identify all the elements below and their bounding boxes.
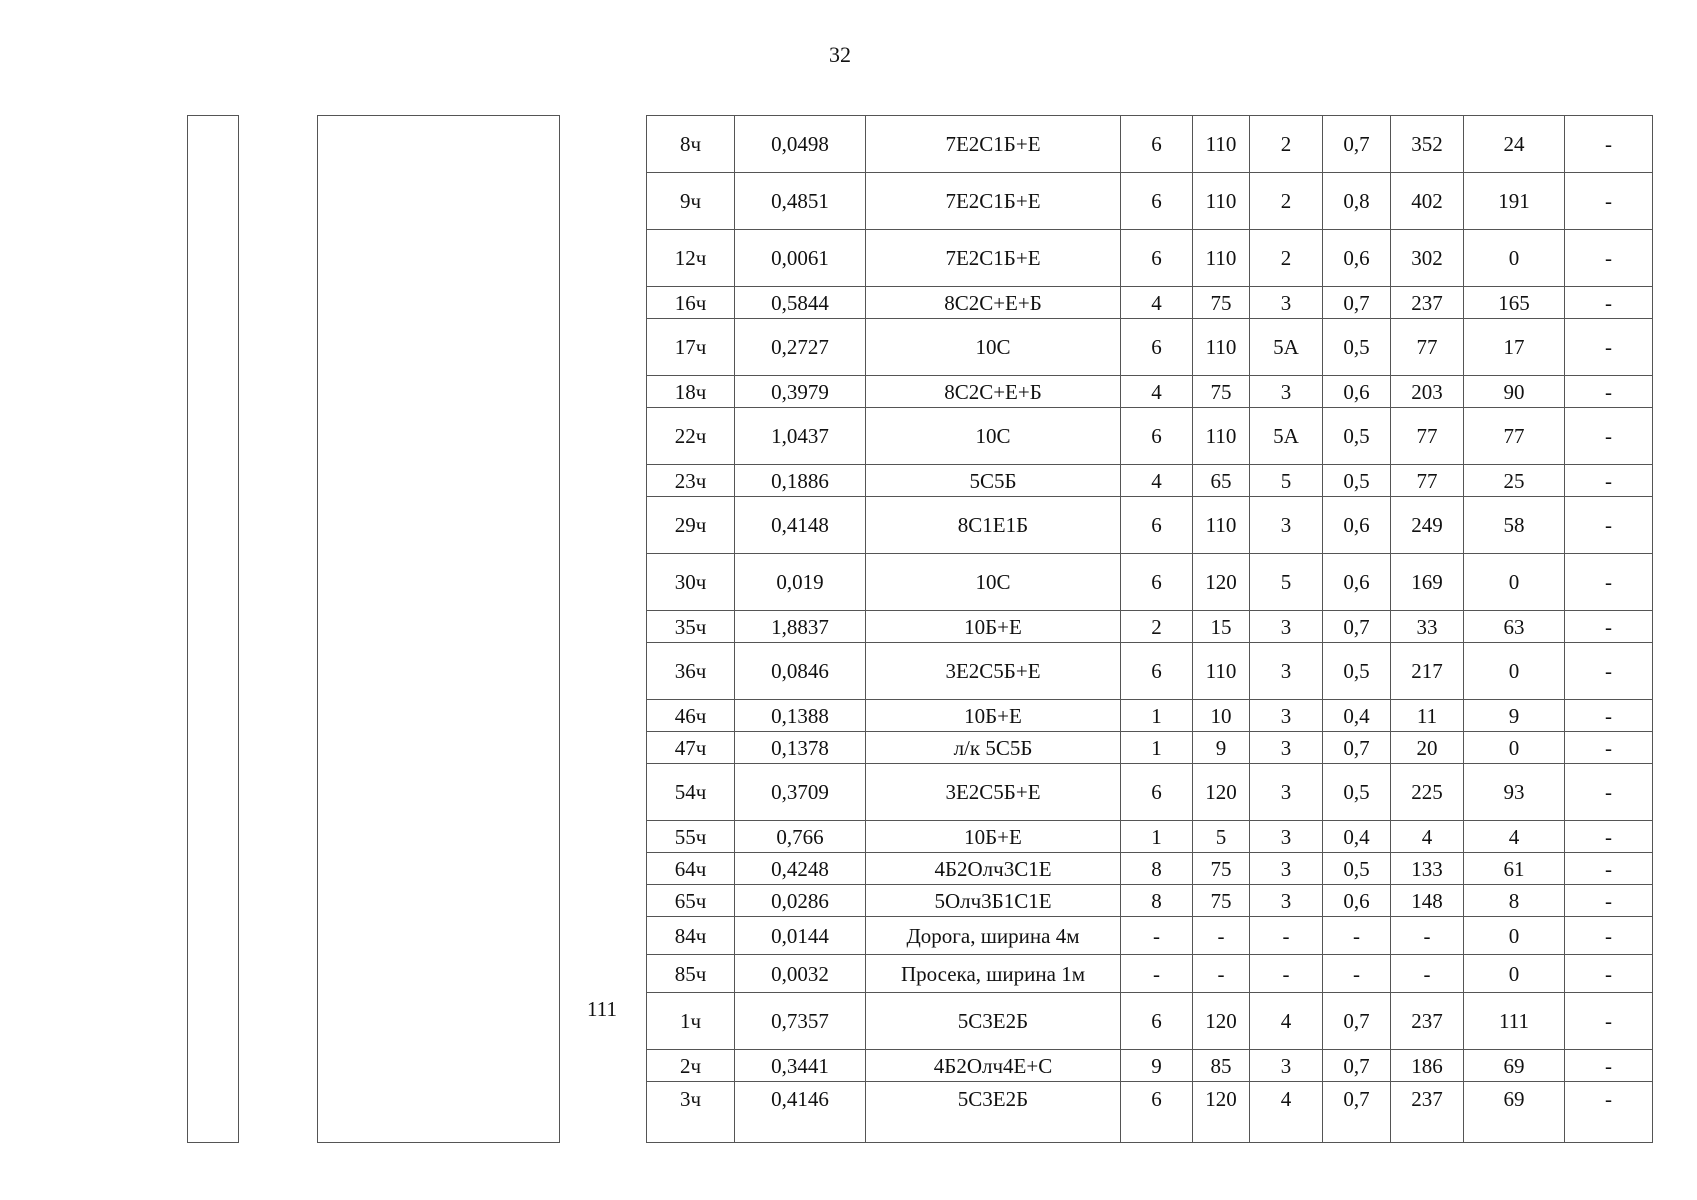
plot-cell: 46ч [647,700,735,732]
table-row [647,554,1653,611]
stock-cell: - [1391,955,1464,993]
note-cell: - [1565,732,1653,764]
class-cell: 6 [1121,408,1193,465]
density-cell: 0,8 [1323,173,1391,230]
plot-cell: 1ч [647,993,735,1050]
stock-cell: 133 [1391,853,1464,885]
table-row [647,885,1653,917]
age-cell: 110 [1193,116,1250,173]
age-cell: 110 [1193,643,1250,700]
density-cell: - [1323,955,1391,993]
total-stock-cell: 8 [1464,885,1565,917]
note-cell: - [1565,1050,1653,1082]
bonitet-cell: 5А [1250,319,1323,376]
total-stock-cell: 69 [1464,1050,1565,1082]
total-stock-cell: 77 [1464,408,1565,465]
composition-cell: 10Б+Е [866,821,1121,853]
area-cell: 0,1378 [735,732,866,764]
stock-cell: 237 [1391,993,1464,1050]
total-stock-cell: 90 [1464,376,1565,408]
area-cell: 0,0286 [735,885,866,917]
table-row [647,611,1653,643]
total-stock-cell: 191 [1464,173,1565,230]
class-cell: 6 [1121,497,1193,554]
stock-cell: 249 [1391,497,1464,554]
plot-cell: 29ч [647,497,735,554]
density-cell: 0,5 [1323,319,1391,376]
stock-cell: 169 [1391,554,1464,611]
plot-cell: 23ч [647,465,735,497]
composition-cell: 7Е2С1Б+Е [866,173,1121,230]
stock-cell: 33 [1391,611,1464,643]
density-cell: 0,6 [1323,885,1391,917]
note-cell: - [1565,955,1653,993]
age-cell: 110 [1193,173,1250,230]
total-stock-cell: 69 [1464,1082,1565,1143]
age-cell: 120 [1193,554,1250,611]
area-cell: 0,7357 [735,993,866,1050]
bonitet-cell: 2 [1250,116,1323,173]
age-cell: 75 [1193,376,1250,408]
class-cell: 8 [1121,885,1193,917]
bonitet-cell: 5 [1250,554,1323,611]
class-cell: 6 [1121,173,1193,230]
total-stock-cell: 63 [1464,611,1565,643]
total-stock-cell: 165 [1464,287,1565,319]
area-cell: 1,8837 [735,611,866,643]
stock-cell: 302 [1391,230,1464,287]
total-stock-cell: 0 [1464,554,1565,611]
bonitet-cell: 4 [1250,993,1323,1050]
stock-cell: 225 [1391,764,1464,821]
note-cell: - [1565,853,1653,885]
area-cell: 0,0061 [735,230,866,287]
density-cell: - [1323,917,1391,955]
note-cell: - [1565,917,1653,955]
note-cell: - [1565,885,1653,917]
plot-cell: 36ч [647,643,735,700]
bonitet-cell: 4 [1250,1082,1323,1143]
area-cell: 0,019 [735,554,866,611]
total-stock-cell: 25 [1464,465,1565,497]
composition-cell: 10С [866,408,1121,465]
plot-cell: 9ч [647,173,735,230]
table-row [647,376,1653,408]
class-cell: - [1121,917,1193,955]
table-row [647,955,1653,993]
area-cell: 0,3709 [735,764,866,821]
plot-cell: 2ч [647,1050,735,1082]
stock-cell: 11 [1391,700,1464,732]
composition-cell: 10С [866,554,1121,611]
area-cell: 0,1886 [735,465,866,497]
area-cell: 0,766 [735,821,866,853]
plot-cell: 47ч [647,732,735,764]
density-cell: 0,6 [1323,497,1391,554]
class-cell: 4 [1121,465,1193,497]
stock-cell: 237 [1391,287,1464,319]
empty-column-box [317,115,560,1143]
class-cell: 1 [1121,700,1193,732]
density-cell: 0,4 [1323,821,1391,853]
age-cell: 75 [1193,885,1250,917]
bonitet-cell: 3 [1250,732,1323,764]
total-stock-cell: 0 [1464,230,1565,287]
density-cell: 0,6 [1323,554,1391,611]
age-cell: 65 [1193,465,1250,497]
table-row [647,173,1653,230]
age-cell: 5 [1193,821,1250,853]
composition-cell: 5С3Е2Б [866,1082,1121,1143]
bonitet-cell: 2 [1250,173,1323,230]
table-row [647,465,1653,497]
class-cell: - [1121,955,1193,993]
stock-cell: 352 [1391,116,1464,173]
composition-cell: 5С5Б [866,465,1121,497]
class-cell: 6 [1121,643,1193,700]
stock-cell: 203 [1391,376,1464,408]
table-row [647,993,1653,1050]
total-stock-cell: 0 [1464,732,1565,764]
area-cell: 0,2727 [735,319,866,376]
note-cell: - [1565,319,1653,376]
stock-cell: 237 [1391,1082,1464,1143]
density-cell: 0,6 [1323,376,1391,408]
area-cell: 1,0437 [735,408,866,465]
area-cell: 0,0032 [735,955,866,993]
age-cell: - [1193,955,1250,993]
area-cell: 0,4148 [735,497,866,554]
bonitet-cell: 5А [1250,408,1323,465]
plot-cell: 17ч [647,319,735,376]
density-cell: 0,6 [1323,230,1391,287]
class-cell: 6 [1121,319,1193,376]
plot-cell: 30ч [647,554,735,611]
table-row [647,116,1653,173]
age-cell: 120 [1193,1082,1250,1143]
area-cell: 0,4146 [735,1082,866,1143]
note-cell: - [1565,376,1653,408]
bonitet-cell: 3 [1250,1050,1323,1082]
class-cell: 6 [1121,554,1193,611]
composition-cell: 5Олч3Б1С1Е [866,885,1121,917]
class-cell: 6 [1121,230,1193,287]
note-cell: - [1565,116,1653,173]
composition-cell: 10Б+Е [866,611,1121,643]
total-stock-cell: 0 [1464,643,1565,700]
plot-cell: 85ч [647,955,735,993]
density-cell: 0,7 [1323,993,1391,1050]
table-row [647,497,1653,554]
bonitet-cell: 3 [1250,376,1323,408]
note-cell: - [1565,173,1653,230]
bonitet-cell: 3 [1250,700,1323,732]
class-cell: 1 [1121,732,1193,764]
age-cell: 110 [1193,497,1250,554]
note-cell: - [1565,993,1653,1050]
stock-cell: 402 [1391,173,1464,230]
bonitet-cell: 3 [1250,885,1323,917]
plot-cell: 16ч [647,287,735,319]
class-cell: 6 [1121,993,1193,1050]
class-cell: 6 [1121,116,1193,173]
density-cell: 0,7 [1323,287,1391,319]
note-cell: - [1565,554,1653,611]
composition-cell: 10Б+Е [866,700,1121,732]
note-cell: - [1565,821,1653,853]
composition-cell: 4Б2Олч3С1Е [866,853,1121,885]
age-cell: - [1193,917,1250,955]
class-cell: 1 [1121,821,1193,853]
density-cell: 0,4 [1323,700,1391,732]
age-cell: 110 [1193,230,1250,287]
note-cell: - [1565,1082,1653,1143]
area-cell: 0,0846 [735,643,866,700]
table-row [647,287,1653,319]
class-cell: 4 [1121,287,1193,319]
bonitet-cell: - [1250,917,1323,955]
note-cell: - [1565,700,1653,732]
stock-cell: 217 [1391,643,1464,700]
table-row [647,853,1653,885]
stock-cell: 20 [1391,732,1464,764]
age-cell: 75 [1193,287,1250,319]
table-row [647,1050,1653,1082]
stock-cell: 4 [1391,821,1464,853]
area-cell: 0,4248 [735,853,866,885]
composition-cell: 3Е2С5Б+Е [866,643,1121,700]
area-cell: 0,3979 [735,376,866,408]
composition-cell: л/к 5С5Б [866,732,1121,764]
table-row [647,643,1653,700]
age-cell: 110 [1193,408,1250,465]
total-stock-cell: 0 [1464,955,1565,993]
data-table [646,115,1653,1143]
composition-cell: 3Е2С5Б+Е [866,764,1121,821]
empty-column-box [187,115,239,1143]
table-body [647,116,1653,1143]
age-cell: 15 [1193,611,1250,643]
age-cell: 75 [1193,853,1250,885]
density-cell: 0,7 [1323,732,1391,764]
composition-cell: 8С2С+Е+Б [866,376,1121,408]
composition-cell: 7Е2С1Б+Е [866,116,1121,173]
density-cell: 0,5 [1323,764,1391,821]
bonitet-cell: 5 [1250,465,1323,497]
total-stock-cell: 58 [1464,497,1565,554]
age-cell: 110 [1193,319,1250,376]
table-row [647,408,1653,465]
total-stock-cell: 0 [1464,917,1565,955]
table-row [647,821,1653,853]
group-row-label: 111 [587,997,617,1021]
density-cell: 0,7 [1323,1082,1391,1143]
density-cell: 0,5 [1323,853,1391,885]
density-cell: 0,7 [1323,116,1391,173]
table-row [647,732,1653,764]
table-row [647,230,1653,287]
bonitet-cell: 3 [1250,821,1323,853]
stock-cell: 148 [1391,885,1464,917]
plot-cell: 8ч [647,116,735,173]
composition-cell: 8С2С+Е+Б [866,287,1121,319]
plot-cell: 84ч [647,917,735,955]
table-row [647,319,1653,376]
total-stock-cell: 111 [1464,993,1565,1050]
plot-cell: 22ч [647,408,735,465]
note-cell: - [1565,497,1653,554]
density-cell: 0,7 [1323,1050,1391,1082]
composition-cell: Просека, ширина 1м [866,955,1121,993]
plot-cell: 35ч [647,611,735,643]
bonitet-cell: 3 [1250,497,1323,554]
density-cell: 0,5 [1323,643,1391,700]
area-cell: 0,0144 [735,917,866,955]
plot-cell: 55ч [647,821,735,853]
table-row [647,700,1653,732]
class-cell: 6 [1121,1082,1193,1143]
composition-cell: 8С1Е1Б [866,497,1121,554]
total-stock-cell: 24 [1464,116,1565,173]
table-row [647,764,1653,821]
bonitet-cell: 3 [1250,643,1323,700]
note-cell: - [1565,287,1653,319]
area-cell: 0,1388 [735,700,866,732]
table-row [647,1082,1653,1143]
note-cell: - [1565,611,1653,643]
area-cell: 0,4851 [735,173,866,230]
note-cell: - [1565,643,1653,700]
total-stock-cell: 93 [1464,764,1565,821]
age-cell: 120 [1193,993,1250,1050]
density-cell: 0,5 [1323,408,1391,465]
note-cell: - [1565,408,1653,465]
stock-cell: 186 [1391,1050,1464,1082]
bonitet-cell: - [1250,955,1323,993]
plot-cell: 3ч [647,1082,735,1143]
area-cell: 0,0498 [735,116,866,173]
composition-cell: 10С [866,319,1121,376]
class-cell: 2 [1121,611,1193,643]
density-cell: 0,5 [1323,465,1391,497]
bonitet-cell: 3 [1250,287,1323,319]
stock-cell: 77 [1391,465,1464,497]
area-cell: 0,5844 [735,287,866,319]
plot-cell: 18ч [647,376,735,408]
composition-cell: 5С3Е2Б [866,993,1121,1050]
page-number: 32 [829,42,851,67]
density-cell: 0,7 [1323,611,1391,643]
bonitet-cell: 3 [1250,611,1323,643]
age-cell: 10 [1193,700,1250,732]
table-row [647,917,1653,955]
plot-cell: 54ч [647,764,735,821]
age-cell: 120 [1193,764,1250,821]
stock-cell: 77 [1391,319,1464,376]
area-cell: 0,3441 [735,1050,866,1082]
composition-cell: Дорога, ширина 4м [866,917,1121,955]
plot-cell: 12ч [647,230,735,287]
note-cell: - [1565,465,1653,497]
bonitet-cell: 3 [1250,764,1323,821]
plot-cell: 64ч [647,853,735,885]
total-stock-cell: 61 [1464,853,1565,885]
composition-cell: 7Е2С1Б+Е [866,230,1121,287]
note-cell: - [1565,230,1653,287]
plot-cell: 65ч [647,885,735,917]
stock-cell: - [1391,917,1464,955]
note-cell: - [1565,764,1653,821]
stock-cell: 77 [1391,408,1464,465]
class-cell: 9 [1121,1050,1193,1082]
class-cell: 8 [1121,853,1193,885]
bonitet-cell: 2 [1250,230,1323,287]
total-stock-cell: 9 [1464,700,1565,732]
total-stock-cell: 4 [1464,821,1565,853]
age-cell: 85 [1193,1050,1250,1082]
class-cell: 4 [1121,376,1193,408]
age-cell: 9 [1193,732,1250,764]
bonitet-cell: 3 [1250,853,1323,885]
composition-cell: 4Б2Олч4Е+С [866,1050,1121,1082]
class-cell: 6 [1121,764,1193,821]
total-stock-cell: 17 [1464,319,1565,376]
